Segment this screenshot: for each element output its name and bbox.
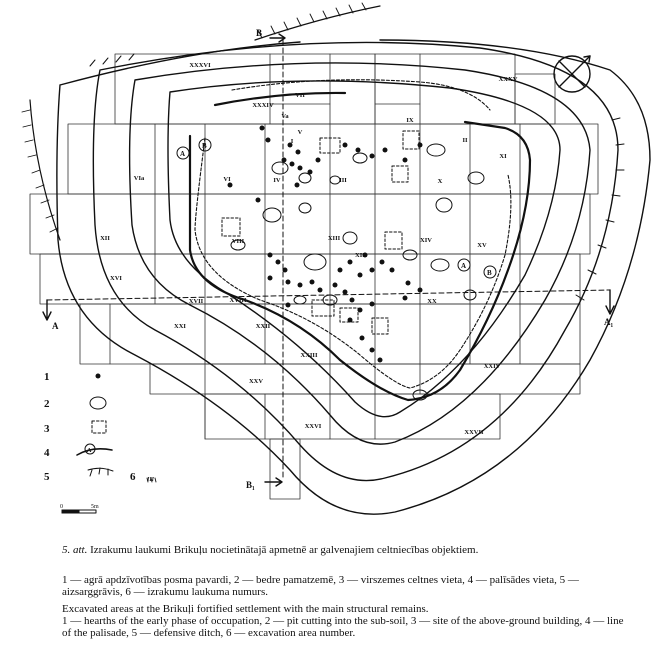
ditch-contours — [57, 40, 650, 514]
area-label-8: VIa — [133, 175, 145, 182]
area-label-30: XXXIV — [252, 102, 274, 109]
area-label-2: II — [462, 137, 468, 144]
legend-symbols — [77, 374, 156, 483]
area-label-10: VIII — [231, 238, 245, 245]
palisade-marker-label-a: A — [180, 150, 186, 158]
area-label-32: XXXVI — [189, 62, 211, 69]
caption-english — [62, 603, 628, 639]
area-label-20: XVIII — [229, 297, 247, 304]
area-label-7: VI — [223, 176, 231, 183]
palisade-marker-label-a2: A — [461, 262, 467, 270]
terrain-bank-top — [255, 3, 380, 40]
area-label-27: XXV — [248, 378, 264, 385]
area-label-15: XIII — [327, 235, 341, 242]
caption-title-lv: Izrakumu laukumi Brikuļu nocietinātajā apmetnē ar galvenajiem celtniecības objektiem. — [87, 544, 479, 556]
legend-number-4: 4 — [44, 447, 50, 459]
caption-title-en: Excavated areas at the Brikuļi fortified settlement with the main structural remains. — [62, 603, 429, 615]
area-label-12: X — [437, 178, 443, 185]
section-label-top: B — [256, 28, 263, 38]
area-label-13: XI — [499, 153, 507, 160]
area-label-22: XX — [427, 298, 437, 305]
area-label-21: XIX — [355, 252, 367, 259]
legend-marker-label: A — [87, 448, 92, 454]
area-label-19: XVII — [188, 298, 204, 305]
legend-number-5: 5 — [44, 471, 50, 483]
area-label-26: XXIV — [483, 363, 501, 370]
area-label-5: V — [297, 129, 303, 136]
area-label-6: Va — [281, 113, 289, 120]
section-label-bottom: B₁ — [246, 480, 255, 490]
scale-end-label: 5m — [91, 504, 99, 510]
palisade-marker-label-b: B — [202, 142, 207, 150]
area-label-18: XVI — [110, 275, 122, 282]
legend-number-3: 3 — [44, 423, 50, 435]
area-label-31: XXXV — [498, 76, 518, 83]
caption-latvian-title — [62, 544, 628, 556]
pits — [231, 144, 484, 400]
caption-latvian-key — [62, 574, 628, 598]
legend-number-1: 1 — [44, 371, 50, 383]
area-label-24: XXII — [255, 323, 271, 330]
area-label-4: IV — [273, 177, 281, 184]
north-arrow — [554, 56, 590, 92]
legend-mark-6: III — [147, 477, 155, 483]
area-label-17: XV — [477, 242, 487, 249]
scale-bar — [62, 510, 96, 513]
area-label-28: XXVI — [304, 423, 322, 430]
area-label-3: III — [339, 177, 347, 184]
area-label-25: XXIII — [300, 352, 318, 359]
area-label-23: XXI — [174, 323, 186, 330]
area-label-29: XXVII — [464, 429, 484, 436]
legend-number-2: 2 — [44, 398, 50, 410]
palisade-line-b — [195, 80, 511, 388]
area-label-1: I — [290, 138, 294, 145]
area-number-labels — [100, 62, 518, 436]
caption-key-lv: 1 — agrā apdzīvotības posma pavardi, 2 — bedre pamatzemē, 3 — virszemes celtnes vieta, 4 — palīsādes vieta, 5 — aizsarggrāvis, 6 — izrakumu laukuma numurs. — [62, 574, 579, 598]
area-label-16: XIV — [420, 237, 432, 244]
legend-number-6: 6 — [130, 471, 136, 483]
area-label-14: XII — [100, 235, 110, 242]
caption-key-en: 1 — hearths of the early phase of occupation, 2 — pit cutting into the sub-soil, 3 — site of the above-ground building, 4 — line of the palisade, 5 — defensive ditch, 6 — excavation area number. — [62, 615, 624, 639]
section-arrows — [43, 34, 614, 486]
section-label-left: A — [52, 321, 59, 331]
area-label-9: VII — [295, 92, 305, 99]
palisade-markers — [177, 139, 496, 278]
figure-number: 5. att. — [62, 544, 88, 556]
area-label-11: IX — [406, 117, 414, 124]
terrain-bank-left — [22, 100, 60, 240]
palisade-marker-label-b2: B — [487, 269, 492, 277]
scale-zero-label: 0 — [60, 504, 63, 510]
section-label-right: A₁ — [604, 317, 614, 327]
